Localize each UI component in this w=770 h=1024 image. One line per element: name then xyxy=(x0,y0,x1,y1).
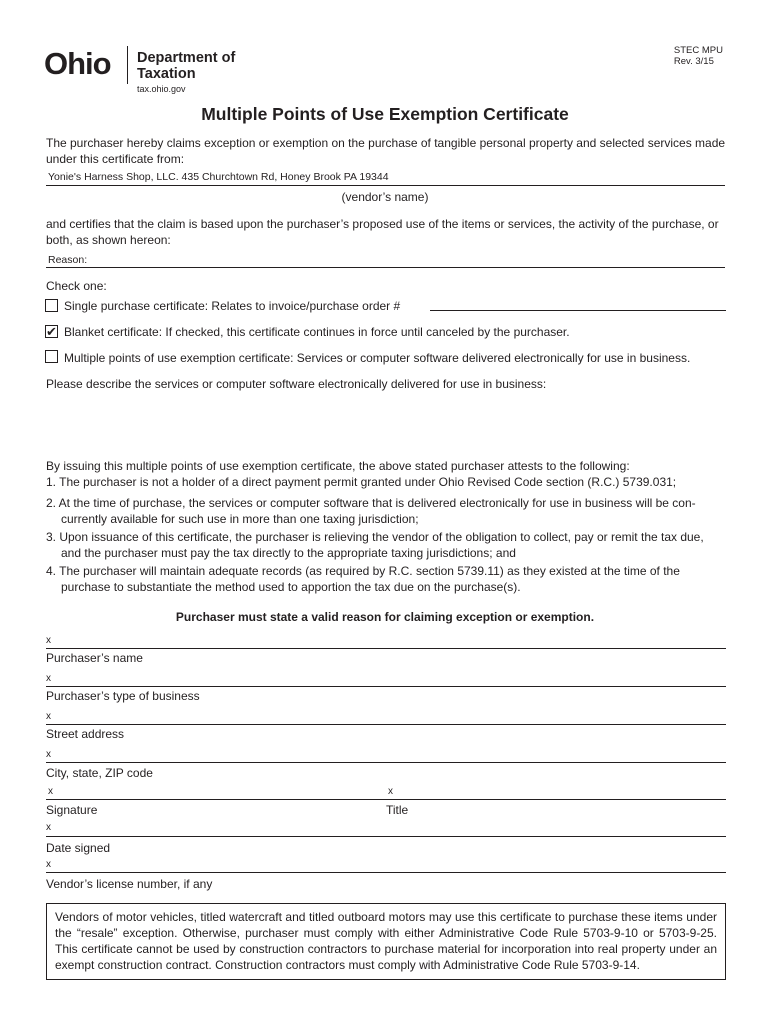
date-x: x xyxy=(46,822,51,833)
date-line[interactable] xyxy=(46,836,726,837)
vendor-notice-text: Vendors of motor vehicles, titled watercraft and titled outboard motors may use this certificate to purchase these items under the “resale” exception. Otherwise, purchaser must comply with either Administrative Code Rule 5703-9-10 or 5703-9-25. This certificate cannot be used by construction contractors to purchase material for incorporation into real property under an exempt construction contract. Construction contractors must comply with Administrative Code Rule 5703-9-14. xyxy=(55,910,717,972)
attest-item-1: 1. The purchaser is not a holder of a direct payment permit granted under Ohio Revised Code section (R.C.) 5739.031; xyxy=(46,475,677,489)
city-label: City, state, ZIP code xyxy=(46,766,153,780)
department-name xyxy=(137,50,235,82)
signature-label: Signature xyxy=(46,803,98,817)
attest-item-3-cont: and the purchaser must pay the tax directly to the appropriate taxing jurisdictions; and xyxy=(61,546,516,560)
purchaser-name-label: Purchaser’s name xyxy=(46,651,143,665)
intro-text: The purchaser hereby claims exception or exemption on the purchase of tangible personal property and selected services made under this certificate from: xyxy=(46,136,726,166)
department-line1: Department of xyxy=(137,50,236,66)
signature-line[interactable] xyxy=(46,799,726,800)
purchaser-name-x: x xyxy=(46,635,51,646)
ohio-logo-text: Ohio xyxy=(44,46,111,81)
license-label: Vendor’s license number, if any xyxy=(46,877,213,891)
describe-area[interactable] xyxy=(46,394,726,450)
ohio-logo xyxy=(44,44,111,84)
street-line[interactable] xyxy=(46,724,726,725)
attest-item-3: 3. Upon issuance of this certificate, the purchaser is relieving the vendor of the obligation to collect, pay or remit the tax due, xyxy=(46,530,704,544)
street-label: Street address xyxy=(46,727,125,741)
multiple-points-checkbox[interactable] xyxy=(45,350,58,363)
license-x: x xyxy=(46,859,51,870)
title-x: x xyxy=(388,786,393,797)
must-state-notice: Purchaser must state a valid reason for claiming exception or exemption. xyxy=(175,610,595,624)
vendor-caption: (vendor’s name) xyxy=(341,190,429,204)
invoice-number-line[interactable] xyxy=(430,310,726,311)
form-code: STEC MPU xyxy=(673,45,723,56)
purchaser-name-line[interactable] xyxy=(46,648,726,649)
website-link[interactable]: tax.ohio.gov xyxy=(137,84,186,94)
city-x: x xyxy=(46,749,51,760)
date-label: Date signed xyxy=(46,841,111,855)
form-identifier xyxy=(674,45,723,67)
vendor-underline xyxy=(46,185,725,186)
title-label: Title xyxy=(386,803,409,817)
reason-underline xyxy=(46,267,725,268)
check-mark-icon: ✔ xyxy=(46,324,57,339)
reason-label: Reason: xyxy=(48,254,88,266)
city-line[interactable] xyxy=(46,762,726,763)
describe-prompt: Please describe the services or computer software electronically delivered for use in business: xyxy=(46,377,547,391)
business-type-label: Purchaser’s type of business xyxy=(46,689,200,703)
department-line2: Taxation xyxy=(137,66,196,82)
attest-item-2: 2. At the time of purchase, the services or computer software that is delivered electronically for use in business will be con- xyxy=(46,496,696,510)
business-type-x: x xyxy=(46,673,51,684)
attest-intro: By issuing this multiple points of use exemption certificate, the above stated purchaser attests to the following: xyxy=(46,459,630,473)
page-title: Multiple Points of Use Exemption Certificate xyxy=(201,104,569,124)
street-x: x xyxy=(46,711,51,722)
vendor-notice-box xyxy=(46,903,726,980)
attest-item-4-cont: purchase to substantiate the method used to apportion the tax due on the purchase(s). xyxy=(61,580,521,594)
form-revision: Rev. 3/15 xyxy=(673,56,714,67)
single-purchase-checkbox[interactable] xyxy=(45,299,58,312)
business-type-line[interactable] xyxy=(46,686,726,687)
blanket-label: Blanket certificate: If checked, this certificate continues in force until canceled by the purchaser. xyxy=(64,325,570,339)
logo-divider xyxy=(127,46,128,84)
attest-item-4: 4. The purchaser will maintain adequate records (as required by R.C. section 5739.11) as they existed at the time of the xyxy=(46,564,680,578)
certifies-text: and certifies that the claim is based upon the purchaser’s proposed use of the items or services, the activity of the purchase, or both, as shown hereon: xyxy=(46,217,719,247)
vendor-name-field[interactable]: Yonie's Harness Shop, LLC. 435 Churchtown Rd, Honey Brook PA 19344 xyxy=(48,171,389,183)
blanket-checkbox[interactable] xyxy=(45,325,58,338)
attest-item-2-cont: currently available for such use in more than one taxing jurisdiction; xyxy=(61,512,419,526)
license-line[interactable] xyxy=(46,872,726,873)
single-purchase-label: Single purchase certificate: Relates to invoice/purchase order # xyxy=(64,299,401,313)
signature-x: x xyxy=(48,786,53,797)
check-one-heading: Check one: xyxy=(46,279,107,293)
multiple-points-label: Multiple points of use exemption certificate: Services or computer software delivered electronically for use in business. xyxy=(64,351,691,365)
